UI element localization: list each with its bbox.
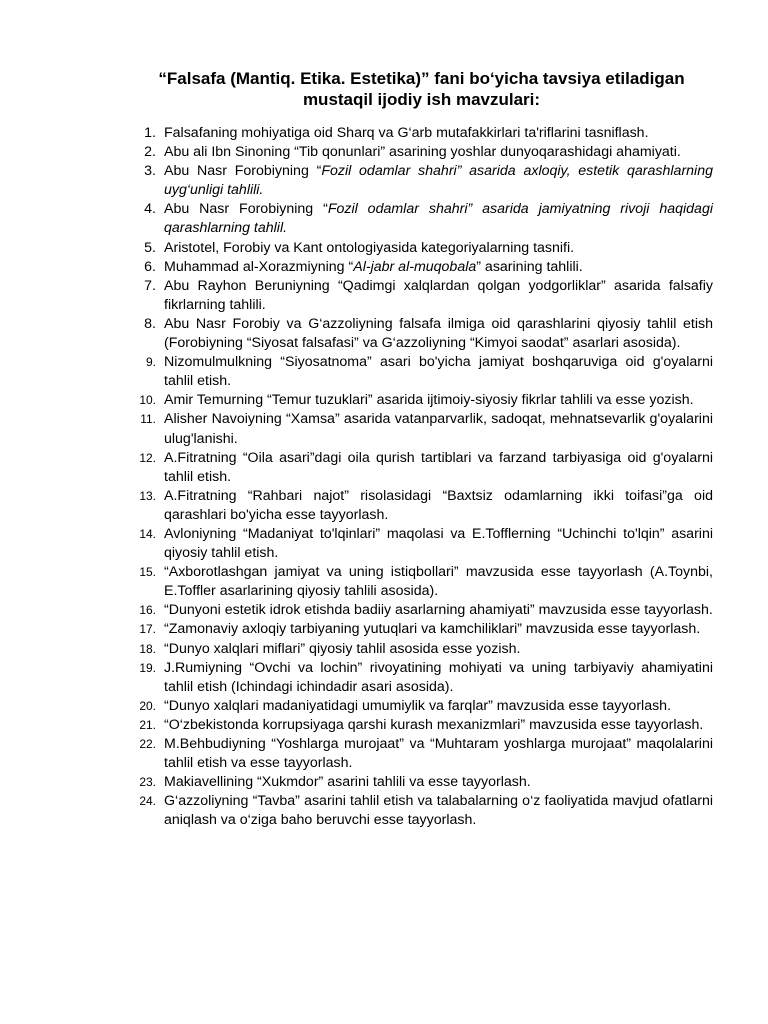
item-text-part: Abu Nasr Forobiyning “ <box>164 201 328 218</box>
item-number: 24. <box>139 794 156 809</box>
list-item <box>132 410 713 448</box>
list-item <box>132 697 713 716</box>
item-text-part: “Dunyo xalqlari madaniyatidagi umumiylik va farqlar” mavzusida esse tayyorlash. <box>164 697 672 714</box>
item-text-part: Muhammad al-Xorazmiyning “ <box>164 258 354 275</box>
item-text-part: G‘azzoliyning “Tavba” asarini tahlil etish va talabalarning o‘z faoliyatida mavjud ofatlarni aniqlash va o‘ziga baho beruvchi esse tayyorlash. <box>164 793 713 829</box>
list-item <box>132 620 713 639</box>
document-title: “Falsafa (Mantiq. Etika. Estetika)” fani bo‘yicha tavsiya etiladigan mustaqil ijodiy ish mavzulari: <box>158 69 685 109</box>
list-item <box>132 239 713 258</box>
item-text-part: Nizomulmulkning “Siyosatnoma” asari bo'yicha jamiyat boshqaruviga oid g'oyalarni tahlil etish. <box>164 354 713 390</box>
item-text-part: Abu ali Ibn Sinoning “Tib qonunlari” asarining yoshlar dunyoqarashidagi ahamiyati. <box>164 144 681 161</box>
item-number: 13. <box>139 488 156 503</box>
item-number: 1. <box>144 125 156 141</box>
list-item <box>132 391 713 410</box>
item-text-part: M.Behbudiyning “Yoshlarga murojaat” va “Muhtaram yoshlarga murojaat” maqolalarini tahlil etish va esse tayyorlash. <box>164 736 713 772</box>
item-number: 11. <box>140 412 156 427</box>
topic-list <box>132 124 713 830</box>
item-text <box>164 315 713 353</box>
item-text-part: “Axborotlashgan jamiyat va uning istiqbollari” mavzusida esse tayyorlash (A.Toynbi, E.Toffler asarlarining qiyosiy tahlili asosida). <box>164 564 713 600</box>
item-text-part: “Dunyo xalqlari miflari” qiyosiy tahlil asosida esse yozish. <box>164 640 521 657</box>
item-text <box>164 143 713 162</box>
item-text-part: Alisher Navoiyning “Xamsa” asarida vatanparvarlik, sadoqat, mehnatsevarlik g'oyalarini ulug'lanishi. <box>164 411 713 447</box>
item-number: 18. <box>139 641 156 656</box>
item-text <box>164 410 713 448</box>
item-number: 12. <box>139 450 156 465</box>
item-text-part: “O‘zbekistonda korrupsiyaga qarshi kurash mexanizmlari” mavzusida esse tayyorlash. <box>164 716 704 733</box>
item-text-part: “Zamonaviy axloqiy tarbiyaning yutuqlari va kamchiliklari” mavzusida esse tayyorlash. <box>164 621 701 638</box>
item-text-part: A.Fitratning “Rahbari najot” risolasidagi “Baxtsiz odamlarning ikki toifasi”ga oid qarashlari bo'yicha esse tayyorlash. <box>164 487 713 523</box>
item-text-part: A.Fitratning “Oila asari”dagi oila qurish tartiblari va farzand tarbiyasiga oid g'oyalarni tahlil etish. <box>164 449 713 485</box>
item-text <box>164 697 713 716</box>
item-text <box>164 735 713 773</box>
item-text-part: Falsafaning mohiyatiga oid Sharq va G‘arb mutafakkirlari ta'riflarini tasniflash. <box>164 125 649 141</box>
item-text <box>164 601 713 620</box>
item-number: 14. <box>139 526 156 541</box>
list-item <box>132 773 713 792</box>
item-text-part: Aristotel, Forobiy va Kant ontologiyasida kategoriyalarning tasnifi. <box>164 239 575 256</box>
list-item <box>132 200 713 238</box>
list-item <box>132 716 713 735</box>
item-text <box>164 620 713 639</box>
list-item <box>132 449 713 487</box>
list-item <box>132 563 713 601</box>
item-text <box>164 353 713 391</box>
item-text <box>164 773 713 792</box>
item-number: 6. <box>144 258 156 275</box>
item-text-part: Abu Rayhon Beruniyning “Qadimgi xalqlardan qolgan yodgorliklar” asarida falsafiy fikrlarning tahlili. <box>164 277 713 313</box>
item-number: 17. <box>139 622 156 637</box>
item-number: 4. <box>144 201 156 218</box>
item-text-part: “Dunyoni estetik idrok etishda badiiy asarlarning ahamiyati” mavzusida esse tayyorlash. <box>164 602 713 619</box>
item-text <box>164 239 713 258</box>
item-number: 10. <box>139 393 156 408</box>
item-number: 3. <box>144 163 156 180</box>
item-text <box>164 391 713 410</box>
item-number: 23. <box>139 775 156 790</box>
item-text-part: Abu Nasr Forobiy va G‘azzoliyning falsafa ilmiga oid qarashlarini qiyosiy tahlil etish (Forobiyning “Siyosat falsafasi” va G‘azzoliyning “Kimyoi saodat” asarlari asosida). <box>164 315 713 352</box>
item-text <box>164 792 713 830</box>
list-item <box>132 124 713 143</box>
item-number: 20. <box>139 698 156 713</box>
list-item <box>132 487 713 525</box>
list-item <box>132 143 713 162</box>
item-text-part: Abu Nasr Forobiyning “ <box>164 163 322 180</box>
item-text-italic: Fozil odamlar shahri” asarida jamiyatning rivoji haqidagi qarashlarning tahlil. <box>164 201 713 237</box>
item-number: 9. <box>145 355 156 370</box>
item-number: 8. <box>144 315 156 332</box>
list-item <box>132 601 713 620</box>
item-text-italic: Fozil odamlar shahri” asarida axloqiy, estetik qarashlarning uyg‘unligi tahlili. <box>164 163 713 199</box>
item-number: 7. <box>144 277 156 294</box>
item-text <box>164 277 713 315</box>
item-text-part: ” asarining tahlili. <box>476 258 583 275</box>
list-item <box>132 258 713 277</box>
item-number: 19. <box>139 660 156 675</box>
list-item <box>132 277 713 315</box>
item-text <box>164 449 713 487</box>
list-item <box>132 525 713 563</box>
item-text-part: Avloniyning “Madaniyat to'lqinlari” maqolasi va E.Tofflerning “Uchinchi to'lqin” asarini qiyosiy tahlil etish. <box>164 525 713 562</box>
item-number: 15. <box>139 565 156 580</box>
item-text <box>164 258 713 277</box>
item-text <box>164 487 713 525</box>
list-item <box>132 792 713 830</box>
list-item <box>132 640 713 659</box>
item-number: 16. <box>139 603 156 618</box>
item-number: 2. <box>144 144 156 161</box>
item-text <box>164 200 713 238</box>
item-number: 22. <box>139 737 156 751</box>
list-item <box>132 353 713 391</box>
item-text <box>164 563 713 601</box>
item-text <box>164 659 713 697</box>
item-text <box>164 124 713 143</box>
item-text-part: J.Rumiyning “Ovchi va lochin” rivoyatining mohiyati va uning tarbiyaviy ahamiyatini tahlil etish (Ichindagi ichindadir asari asosida). <box>164 659 713 695</box>
item-number: 5. <box>144 239 156 256</box>
list-item <box>132 735 713 773</box>
item-text <box>164 716 713 735</box>
item-text-italic: Al-jabr al-muqobala <box>353 258 477 275</box>
list-item <box>132 162 713 200</box>
list-item <box>132 659 713 697</box>
item-text <box>164 525 713 563</box>
item-text-part: Amir Temurning “Temur tuzuklari” asarida ijtimoiy-siyosiy fikrlar tahlili va esse yozish. <box>164 392 694 409</box>
list-item <box>132 315 713 353</box>
item-number: 21. <box>139 717 156 732</box>
item-text <box>164 640 713 659</box>
item-text <box>164 162 713 200</box>
item-text-part: Makiavellining “Xukmdor” asarini tahlili va esse tayyorlash. <box>164 774 531 791</box>
